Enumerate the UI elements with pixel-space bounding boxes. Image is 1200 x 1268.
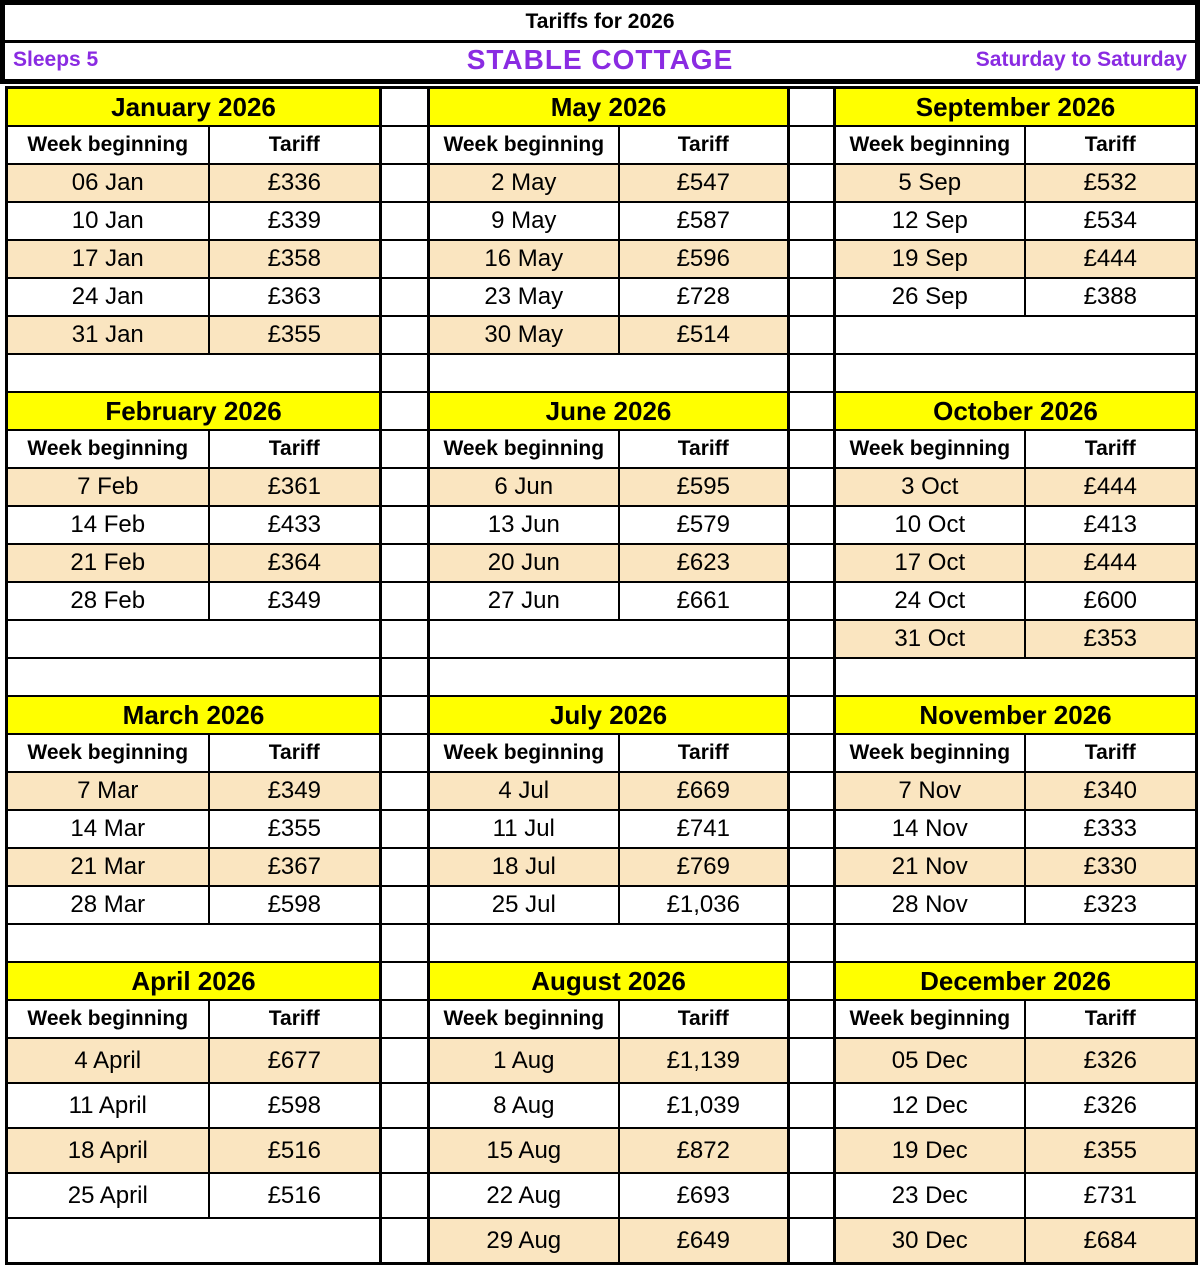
empty-cell	[7, 1218, 381, 1264]
tariff-cell: £684	[1025, 1218, 1197, 1264]
spacer-cell	[789, 658, 835, 696]
week-cell: 7 Mar	[7, 772, 209, 810]
week-cell: 22 Aug	[429, 1173, 619, 1218]
tariff-cell: £349	[209, 772, 381, 810]
column-header-row	[7, 734, 1197, 772]
tariff-cell: £534	[1025, 202, 1197, 240]
week-cell: 13 Jun	[429, 506, 619, 544]
tariff-cell: £444	[1025, 240, 1197, 278]
tariff-cell: £769	[619, 848, 789, 886]
month-header-row	[7, 962, 1197, 1000]
spacer-cell	[789, 848, 835, 886]
tariff-header: Tariff	[619, 430, 789, 468]
week-cell: 28 Feb	[7, 582, 209, 620]
tariff-cell: £516	[209, 1128, 381, 1173]
week-cell: 17 Jan	[7, 240, 209, 278]
subheader-row	[5, 43, 1195, 79]
month-header: April 2026	[7, 962, 381, 1000]
table-row	[7, 582, 1197, 620]
tariff-cell: £364	[209, 544, 381, 582]
spacer-cell	[789, 506, 835, 544]
empty-cell	[429, 658, 789, 696]
table-row	[7, 278, 1197, 316]
spacer-cell	[381, 962, 429, 1000]
spacer-cell	[381, 924, 429, 962]
week-cell: 14 Nov	[835, 810, 1025, 848]
table-row	[7, 468, 1197, 506]
week-beginning-header: Week beginning	[429, 734, 619, 772]
month-header: July 2026	[429, 696, 789, 734]
month-header: May 2026	[429, 88, 789, 127]
table-row	[7, 1038, 1197, 1083]
tariff-cell: £349	[209, 582, 381, 620]
spacer-cell	[381, 1000, 429, 1038]
week-cell: 19 Sep	[835, 240, 1025, 278]
tariff-cell: £323	[1025, 886, 1197, 924]
tariff-header: Tariff	[209, 430, 381, 468]
week-cell: 30 Dec	[835, 1218, 1025, 1264]
tariff-cell: £598	[209, 1083, 381, 1128]
week-beginning-header: Week beginning	[7, 1000, 209, 1038]
week-cell: 29 Aug	[429, 1218, 619, 1264]
spacer-cell	[381, 240, 429, 278]
column-header-row	[7, 126, 1197, 164]
tariff-cell: £333	[1025, 810, 1197, 848]
empty-cell	[835, 354, 1197, 392]
tariff-cell: £532	[1025, 164, 1197, 202]
tariff-cell: £728	[619, 278, 789, 316]
week-cell: 20 Jun	[429, 544, 619, 582]
spacer-cell	[381, 582, 429, 620]
week-cell: 31 Jan	[7, 316, 209, 354]
month-header: January 2026	[7, 88, 381, 127]
empty-cell	[835, 658, 1197, 696]
tariff-cell: £413	[1025, 506, 1197, 544]
tariff-header: Tariff	[1025, 126, 1197, 164]
week-cell: 14 Mar	[7, 810, 209, 848]
spacer-cell	[381, 658, 429, 696]
month-header: October 2026	[835, 392, 1197, 430]
column-header-row	[7, 1000, 1197, 1038]
week-cell: 7 Feb	[7, 468, 209, 506]
tariff-cell: £336	[209, 164, 381, 202]
tariff-header: Tariff	[619, 734, 789, 772]
table-row	[7, 354, 1197, 392]
week-cell: 5 Sep	[835, 164, 1025, 202]
tariff-cell: £731	[1025, 1173, 1197, 1218]
tariff-grid	[5, 86, 1198, 1265]
tariff-cell: £444	[1025, 544, 1197, 582]
tariff-cell: £355	[1025, 1128, 1197, 1173]
table-row	[7, 1173, 1197, 1218]
tariff-cell: £872	[619, 1128, 789, 1173]
tariff-cell: £355	[209, 316, 381, 354]
table-row	[7, 658, 1197, 696]
sleeps-label: Sleeps 5	[13, 48, 99, 71]
tariff-cell: £547	[619, 164, 789, 202]
spacer-cell	[789, 354, 835, 392]
tariff-cell: £388	[1025, 278, 1197, 316]
table-row	[7, 924, 1197, 962]
table-row	[7, 620, 1197, 658]
week-cell: 7 Nov	[835, 772, 1025, 810]
empty-cell	[7, 924, 381, 962]
empty-cell	[7, 658, 381, 696]
week-cell: 12 Dec	[835, 1083, 1025, 1128]
table-row	[7, 544, 1197, 582]
week-cell: 10 Jan	[7, 202, 209, 240]
spacer-cell	[789, 1000, 835, 1038]
spacer-cell	[381, 848, 429, 886]
week-beginning-header: Week beginning	[835, 126, 1025, 164]
spacer-cell	[381, 620, 429, 658]
week-cell: 4 Jul	[429, 772, 619, 810]
month-header: September 2026	[835, 88, 1197, 127]
tariff-header: Tariff	[209, 734, 381, 772]
table-row	[7, 316, 1197, 354]
tariff-cell: £669	[619, 772, 789, 810]
week-cell: 9 May	[429, 202, 619, 240]
tariff-cell: £595	[619, 468, 789, 506]
spacer-cell	[789, 1173, 835, 1218]
week-cell: 18 Jul	[429, 848, 619, 886]
tariff-cell: £367	[209, 848, 381, 886]
tariff-cell: £326	[1025, 1038, 1197, 1083]
spacer-cell	[789, 1038, 835, 1083]
column-header-row	[7, 430, 1197, 468]
week-beginning-header: Week beginning	[7, 734, 209, 772]
spacer-cell	[381, 126, 429, 164]
spacer-cell	[381, 1218, 429, 1264]
week-beginning-header: Week beginning	[835, 430, 1025, 468]
week-cell: 25 Jul	[429, 886, 619, 924]
spacer-cell	[789, 316, 835, 354]
week-cell: 16 May	[429, 240, 619, 278]
spacer-cell	[381, 506, 429, 544]
table-row	[7, 848, 1197, 886]
week-cell: 23 May	[429, 278, 619, 316]
table-row	[7, 1128, 1197, 1173]
spacer-cell	[789, 1083, 835, 1128]
week-beginning-header: Week beginning	[7, 430, 209, 468]
week-cell: 3 Oct	[835, 468, 1025, 506]
week-cell: 6 Jun	[429, 468, 619, 506]
week-cell: 28 Nov	[835, 886, 1025, 924]
empty-cell	[835, 316, 1197, 354]
week-cell: 31 Oct	[835, 620, 1025, 658]
tariff-cell: £579	[619, 506, 789, 544]
spacer-cell	[381, 316, 429, 354]
week-cell: 11 Jul	[429, 810, 619, 848]
month-header: November 2026	[835, 696, 1197, 734]
spacer-cell	[381, 278, 429, 316]
spacer-cell	[381, 734, 429, 772]
empty-cell	[835, 924, 1197, 962]
week-beginning-header: Week beginning	[429, 430, 619, 468]
tariff-header: Tariff	[1025, 734, 1197, 772]
empty-cell	[429, 354, 789, 392]
week-cell: 10 Oct	[835, 506, 1025, 544]
table-row	[7, 810, 1197, 848]
spacer-cell	[381, 202, 429, 240]
week-cell: 19 Dec	[835, 1128, 1025, 1173]
week-cell: 8 Aug	[429, 1083, 619, 1128]
spacer-cell	[789, 810, 835, 848]
week-cell: 21 Mar	[7, 848, 209, 886]
spacer-cell	[789, 468, 835, 506]
week-cell: 05 Dec	[835, 1038, 1025, 1083]
spacer-cell	[789, 1218, 835, 1264]
tariff-cell: £600	[1025, 582, 1197, 620]
week-beginning-header: Week beginning	[835, 1000, 1025, 1038]
week-cell: 4 April	[7, 1038, 209, 1083]
property-name: STABLE COTTAGE	[466, 44, 734, 75]
tariff-cell: £596	[619, 240, 789, 278]
tariff-cell: £339	[209, 202, 381, 240]
spacer-cell	[789, 202, 835, 240]
spacer-cell	[381, 354, 429, 392]
spacer-cell	[789, 544, 835, 582]
spacer-cell	[789, 1128, 835, 1173]
week-cell: 15 Aug	[429, 1128, 619, 1173]
month-header: December 2026	[835, 962, 1197, 1000]
tariff-grid-wrapper	[0, 84, 1200, 1268]
week-cell: 21 Feb	[7, 544, 209, 582]
table-row	[7, 886, 1197, 924]
tariff-cell: £326	[1025, 1083, 1197, 1128]
sheet-header	[0, 0, 1200, 84]
tariff-cell: £433	[209, 506, 381, 544]
week-cell: 18 April	[7, 1128, 209, 1173]
tariff-cell: £340	[1025, 772, 1197, 810]
week-cell: 30 May	[429, 316, 619, 354]
empty-cell	[429, 620, 789, 658]
tariff-cell: £1,039	[619, 1083, 789, 1128]
spacer-cell	[381, 1128, 429, 1173]
spacer-cell	[381, 544, 429, 582]
empty-cell	[7, 354, 381, 392]
week-beginning-header: Week beginning	[835, 734, 1025, 772]
tariff-header: Tariff	[209, 1000, 381, 1038]
spacer-cell	[789, 696, 835, 734]
spacer-cell	[789, 962, 835, 1000]
week-cell: 2 May	[429, 164, 619, 202]
tariff-cell: £363	[209, 278, 381, 316]
tariff-cell: £1,139	[619, 1038, 789, 1083]
month-header: March 2026	[7, 696, 381, 734]
tariff-cell: £741	[619, 810, 789, 848]
tariff-cell: £330	[1025, 848, 1197, 886]
week-cell: 14 Feb	[7, 506, 209, 544]
spacer-cell	[789, 620, 835, 658]
week-cell: 11 April	[7, 1083, 209, 1128]
month-header: June 2026	[429, 392, 789, 430]
spacer-cell	[789, 734, 835, 772]
tariff-cell: £623	[619, 544, 789, 582]
week-cell: 25 April	[7, 1173, 209, 1218]
table-row	[7, 164, 1197, 202]
week-cell: 12 Sep	[835, 202, 1025, 240]
spacer-cell	[789, 430, 835, 468]
spacer-cell	[381, 1038, 429, 1083]
table-row	[7, 240, 1197, 278]
spacer-cell	[789, 886, 835, 924]
spacer-cell	[381, 430, 429, 468]
week-cell: 26 Sep	[835, 278, 1025, 316]
tariff-cell: £649	[619, 1218, 789, 1264]
table-row	[7, 202, 1197, 240]
week-cell: 24 Jan	[7, 278, 209, 316]
tariff-cell: £677	[209, 1038, 381, 1083]
spacer-cell	[381, 772, 429, 810]
spacer-cell	[381, 164, 429, 202]
table-row	[7, 1218, 1197, 1264]
week-cell: 27 Jun	[429, 582, 619, 620]
spacer-cell	[789, 392, 835, 430]
tariff-cell: £514	[619, 316, 789, 354]
tariff-cell: £1,036	[619, 886, 789, 924]
table-row	[7, 506, 1197, 544]
spacer-cell	[789, 772, 835, 810]
empty-cell	[7, 620, 381, 658]
month-header: February 2026	[7, 392, 381, 430]
spacer-cell	[789, 278, 835, 316]
week-cell: 21 Nov	[835, 848, 1025, 886]
week-cell: 06 Jan	[7, 164, 209, 202]
spacer-cell	[789, 582, 835, 620]
tariff-header: Tariff	[209, 126, 381, 164]
tariff-cell: £587	[619, 202, 789, 240]
tariff-header: Tariff	[1025, 430, 1197, 468]
table-row	[7, 1083, 1197, 1128]
week-cell: 28 Mar	[7, 886, 209, 924]
tariff-cell: £598	[209, 886, 381, 924]
month-header: August 2026	[429, 962, 789, 1000]
spacer-cell	[789, 126, 835, 164]
tariff-header: Tariff	[619, 1000, 789, 1038]
spacer-cell	[381, 1173, 429, 1218]
spacer-cell	[381, 810, 429, 848]
tariff-cell: £516	[209, 1173, 381, 1218]
week-beginning-header: Week beginning	[429, 1000, 619, 1038]
tariff-header: Tariff	[619, 126, 789, 164]
week-beginning-header: Week beginning	[429, 126, 619, 164]
spacer-cell	[789, 164, 835, 202]
month-header-row	[7, 88, 1197, 127]
tariff-cell: £693	[619, 1173, 789, 1218]
week-cell: 24 Oct	[835, 582, 1025, 620]
table-row	[7, 772, 1197, 810]
tariff-cell: £661	[619, 582, 789, 620]
spacer-cell	[381, 88, 429, 127]
week-cell: 1 Aug	[429, 1038, 619, 1083]
spacer-cell	[381, 1083, 429, 1128]
tariff-header: Tariff	[1025, 1000, 1197, 1038]
spacer-cell	[381, 392, 429, 430]
empty-cell	[429, 924, 789, 962]
spacer-cell	[381, 696, 429, 734]
changeover-label: Saturday to Saturday	[975, 48, 1187, 71]
month-header-row	[7, 696, 1197, 734]
tariff-cell: £355	[209, 810, 381, 848]
spacer-cell	[789, 924, 835, 962]
page-title: Tariffs for 2026	[5, 5, 1195, 43]
week-cell: 23 Dec	[835, 1173, 1025, 1218]
month-header-row	[7, 392, 1197, 430]
tariff-cell: £358	[209, 240, 381, 278]
tariff-cell: £444	[1025, 468, 1197, 506]
spacer-cell	[789, 88, 835, 127]
spacer-cell	[381, 468, 429, 506]
week-cell: 17 Oct	[835, 544, 1025, 582]
spacer-cell	[381, 886, 429, 924]
tariff-cell: £353	[1025, 620, 1197, 658]
week-beginning-header: Week beginning	[7, 126, 209, 164]
tariff-cell: £361	[209, 468, 381, 506]
spacer-cell	[789, 240, 835, 278]
